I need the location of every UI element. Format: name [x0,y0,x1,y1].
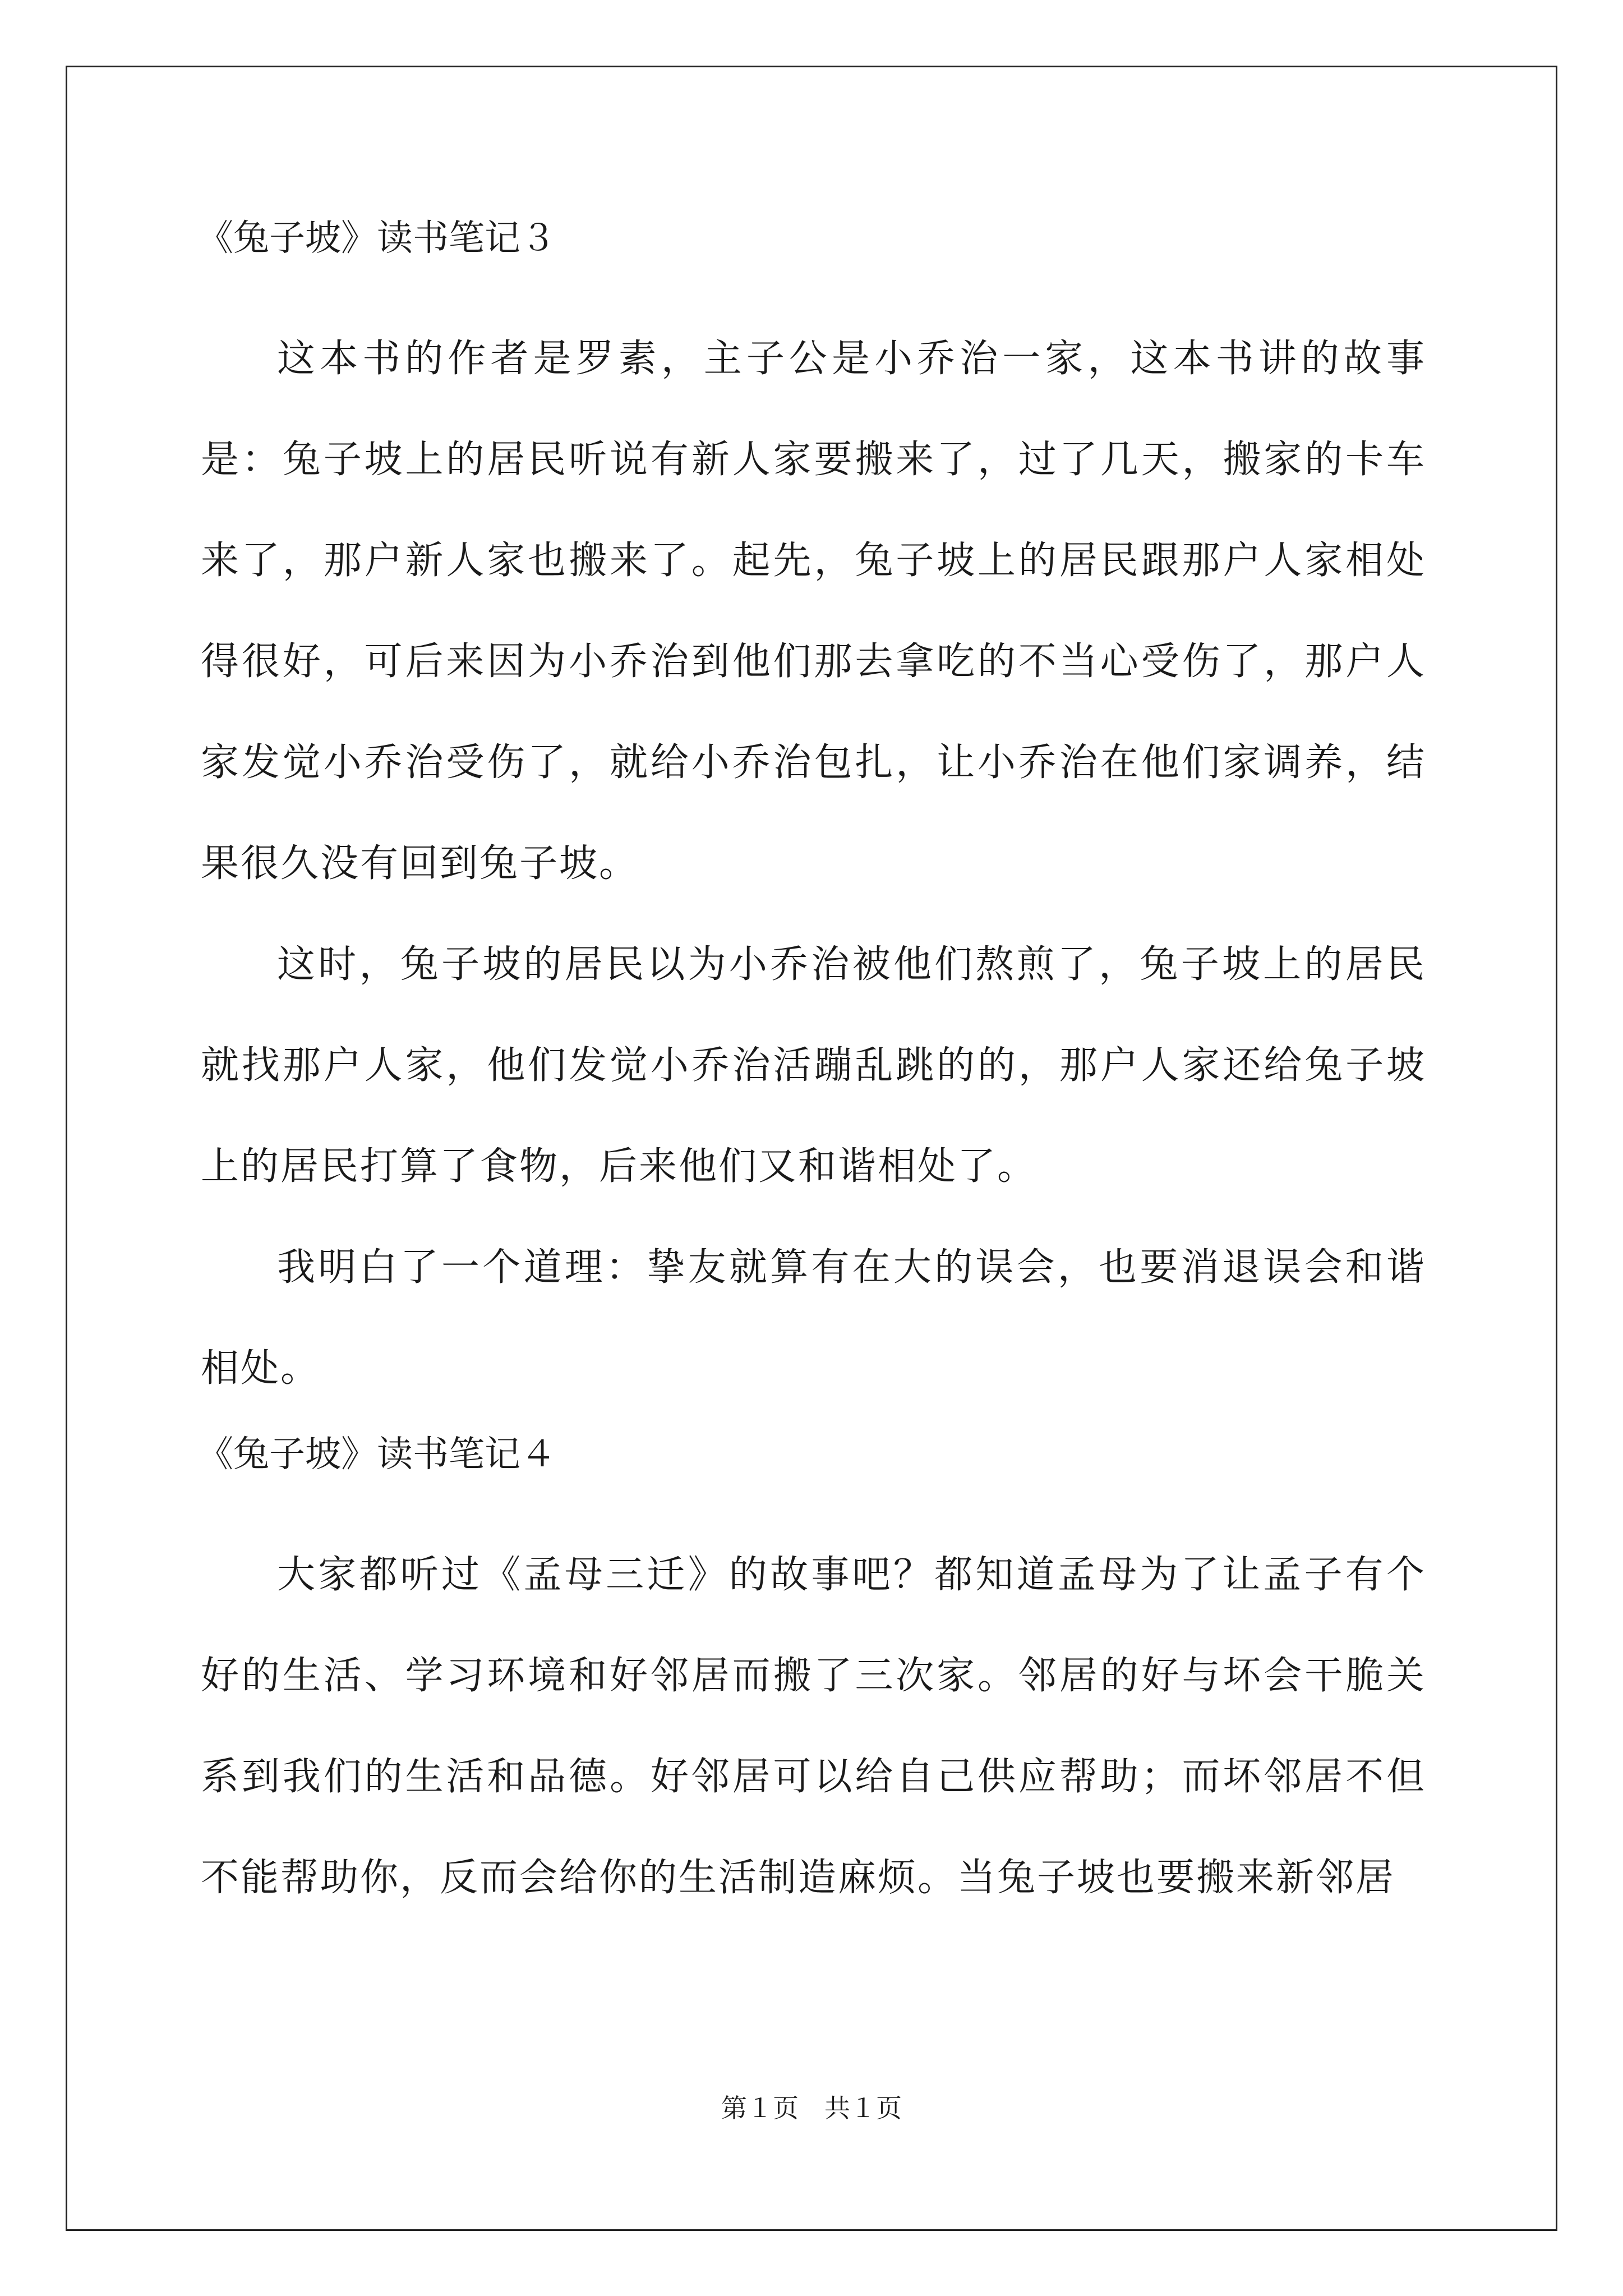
page-footer: 第１页 共１页 [721,2093,902,2123]
section-heading: 《兔子坡》读书笔记３ [197,218,556,259]
body-paragraph: 大家都听过《孟母三迁》的故事吧？都知道孟母为了让孟子有个好的生活、学习环境和好邻居而搬了三次家。邻居的好与坏会干脆关系到我们的生活和品德。好邻居可以给自己供应帮助；而坏邻居不但不能帮助你，反而会给你的生活制造麻烦。当兔子坡也要搬来新邻居 [201,1553,1426,1900]
body-paragraph: 这时，兔子坡的居民以为小乔治被他们熬煎了，兔子坡上的居民就找那户人家，他们发觉小乔治活蹦乱跳的的，那户人家还给兔子坡上的居民打算了食物，后来他们又和谐相处了。 [201,942,1426,1189]
body-paragraph: 这本书的作者是罗素，主子公是小乔治一家，这本书讲的故事是：兔子坡上的居民听说有新人家要搬来了，过了几天，搬家的卡车来了，那户新人家也搬来了。起先，兔子坡上的居民跟那户人家相处得很好，可后来因为小乔治到他们那去拿吃的不当心受伤了，那户人家发觉小乔治受伤了，就给小乔治包扎，让小乔治在他们家调养，结果很久没有回到兔子坡。 [201,337,1426,886]
body-paragraph: 我明白了一个道理：挚友就算有在大的误会，也要消退误会和谐相处。 [201,1245,1426,1391]
document-body [197,213,1426,1929]
section-heading: 《兔子坡》读书笔记４ [197,1434,556,1475]
